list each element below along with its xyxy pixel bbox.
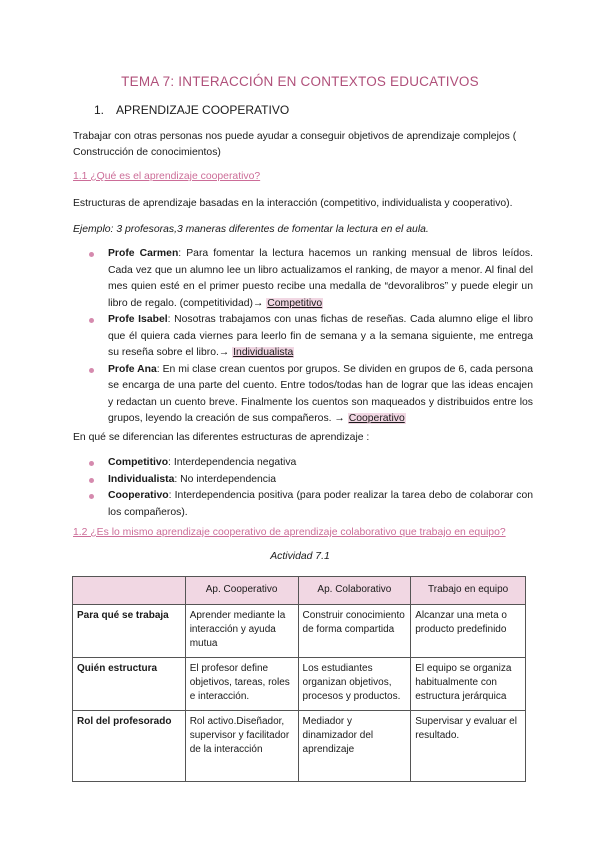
list-item	[73, 312, 533, 362]
table-header-row	[73, 577, 526, 605]
bullet-icon	[89, 494, 94, 499]
teacher-name: Profe Carmen	[108, 248, 179, 259]
structure-text: : Interdependencia positiva (para poder realizar la tarea debo de colaborar con los compañeros).	[108, 490, 533, 518]
row-header-cell: Quién estructura	[73, 658, 186, 711]
table-cell: Mediador y dinamizador del aprendizaje	[298, 711, 411, 782]
structure-list	[73, 455, 533, 521]
table-cell: Construir conocimiento de forma compartida	[298, 605, 411, 658]
intro-paragraph: Trabajar con otras personas nos puede ayudar a conseguir objetivos de aprendizaje complejos ( Construcción de conocimientos)	[73, 131, 517, 158]
bullet-icon	[89, 252, 94, 257]
list-item	[73, 488, 533, 521]
teacher-text: : Para fomentar la lectura hacemos un ranking mensual de libros leídos. Cada vez que un alumno lee un libro actualizamos el ranking, de mayor a menor. Al final del mes quien esté en el primer puesto recibe una medalla de “devoralibros” y puede elegir un libro de regalo. (competitividad)→	[108, 248, 533, 309]
table-cell: El equipo se organiza habitualmente con estructura jerárquica	[411, 658, 526, 711]
teacher-name: Profe Isabel	[108, 314, 168, 325]
structure-tag: Competitivo	[267, 297, 323, 309]
example-paragraph: Ejemplo: 3 profesoras,3 maneras diferentes de fomentar la lectura en el aula.	[73, 224, 429, 235]
structure-text: : Interdependencia negativa	[168, 457, 297, 468]
table-caption: Actividad 7.1	[270, 551, 330, 562]
table-row	[73, 658, 526, 711]
bullet-icon	[89, 368, 94, 373]
section-heading	[94, 103, 289, 117]
header-cell: Ap. Cooperativo	[185, 577, 298, 605]
row-header-cell: Para qué se trabaja	[73, 605, 186, 658]
structure-text: : No interdependencia	[174, 473, 277, 485]
section-number: 1.	[94, 103, 105, 117]
teacher-text: : Nosotras trabajamos con unas fichas de reseñas. Cada alumno elige el libro que él quiera cada viernes para leerlo fin de semana y a la semana siguiente, me entrega su reseña sobre el libro.→	[108, 314, 533, 358]
structure-name: Cooperativo	[108, 490, 169, 501]
subsection-heading-1-2: 1.2 ¿Es lo mismo aprendizaje cooperativo de aprendizaje colaborativo que trabajo en equipo?	[73, 527, 506, 538]
header-cell	[73, 577, 186, 605]
definition-paragraph: Estructuras de aprendizaje basadas en la interacción (competitivo, individualista y cooperativo).	[73, 198, 513, 209]
table-cell: El profesor define objetivos, tareas, roles e interacción.	[185, 658, 298, 711]
header-cell: Ap. Colaborativo	[298, 577, 411, 605]
table-row	[73, 605, 526, 658]
structure-name: Competitivo	[108, 457, 169, 468]
teacher-text: : En mi clase crean cuentos por grupos. Se dividen en grupos de 6, cada persona se encarga de una parte del cuento. Entre todos/todas han de lograr que las ideas encajen y redactan un cuento breve. Finalmente los cuentos son maqueados y distribuidos entre los grupos, leyendo la creación de sus compañeros. →	[108, 363, 533, 424]
list-item	[73, 472, 533, 489]
table-cell: Rol activo.Diseñador, supervisor y facilitador de la interacción	[185, 711, 298, 782]
bullet-icon	[89, 478, 94, 483]
table-row	[73, 711, 526, 782]
header-cell: Trabajo en equipo	[411, 577, 526, 605]
structure-tag: Individualista	[233, 347, 294, 358]
structure-name: Individualista	[108, 473, 175, 485]
section-title: APRENDIZAJE COOPERATIVO	[116, 103, 290, 117]
table-cell: Alcanzar una meta o producto predefinido	[411, 605, 526, 658]
list-item	[73, 246, 533, 312]
table-cell: Aprender mediante la interacción y ayuda mutua	[185, 605, 298, 658]
differences-paragraph: En qué se diferencian las diferentes estructuras de aprendizaje :	[73, 432, 370, 443]
teacher-list	[73, 246, 533, 428]
comparison-table	[72, 576, 526, 782]
bullet-icon	[89, 461, 94, 466]
subsection-heading-1-1: 1.1 ¿Qué es el aprendizaje cooperativo?	[73, 171, 261, 182]
list-item	[73, 455, 533, 472]
page-title: TEMA 7: INTERACCIÓN EN CONTEXTOS EDUCATIVOS	[121, 74, 479, 89]
bullet-icon	[89, 318, 94, 323]
teacher-name: Profe Ana	[108, 363, 157, 375]
structure-tag: Cooperativo	[348, 413, 405, 424]
list-item	[73, 362, 533, 428]
table-cell: Los estudiantes organizan objetivos, procesos y productos.	[298, 658, 411, 711]
row-header-cell: Rol del profesorado	[73, 711, 186, 782]
table-cell: Supervisar y evaluar el resultado.	[411, 711, 526, 782]
